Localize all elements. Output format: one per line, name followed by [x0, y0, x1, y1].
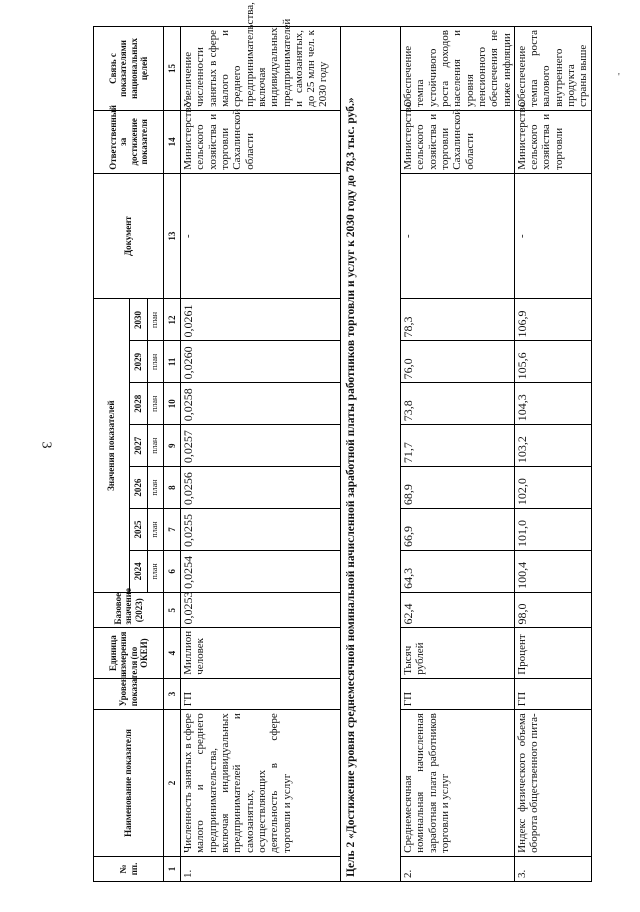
header-plan: план	[148, 299, 164, 341]
page-number: 3	[38, 441, 54, 449]
header-plan: план	[148, 383, 164, 425]
indicator-name: Индекс физического объема оборота общественного пита-	[514, 710, 591, 857]
document-cell: -	[181, 173, 341, 299]
header-year: 2026	[130, 467, 148, 509]
header-year: 2024	[130, 550, 148, 592]
column-number: 14	[164, 110, 181, 173]
header-year: 2028	[130, 383, 148, 425]
header-n: № пп.	[94, 856, 164, 881]
header-name: Наименование показателя	[94, 710, 164, 857]
plan-value: 78,3	[401, 299, 515, 341]
base-value: 62,4	[401, 592, 515, 628]
base-value: 0,0253	[181, 592, 341, 628]
document-cell: -	[401, 173, 515, 299]
scan-mark: '	[618, 72, 620, 83]
row-number: 2.	[401, 856, 515, 881]
plan-value: 71,7	[401, 425, 515, 467]
header-document: Документ	[94, 173, 164, 299]
plan-value: 104,3	[514, 383, 591, 425]
plan-value: 76,0	[401, 341, 515, 383]
header-plan: план	[148, 467, 164, 509]
responsible-cell: Министерство сельского хозяйства и торговли Сахалинской области	[401, 110, 515, 173]
header-plan: план	[148, 341, 164, 383]
row-number: 1.	[181, 856, 341, 881]
header-year: 2030	[130, 299, 148, 341]
plan-value: 105,6	[514, 341, 591, 383]
document-cell: -	[514, 173, 591, 299]
header-unit: Единица измерения (по ОКЕИ)	[94, 628, 164, 678]
national-goal-link: Увеличение численности занятых в сфере малого и среднего предпринимательства, включая индивидуальных предпринимателей и самозанятых, до 25 млн чел. к 2030 году	[181, 27, 341, 111]
indicator-name: Численность занятых в сфере малого и среднего предпринимательства, включая индивидуальных предпринимателей и самозанятых, осуществляющих деятельность в сфере торговли и услуг	[181, 710, 341, 857]
column-number: 12	[164, 299, 181, 341]
indicator-level: ГП	[514, 678, 591, 709]
column-number: 1	[164, 856, 181, 881]
row-number: 3.	[514, 856, 591, 881]
header-plan: план	[148, 550, 164, 592]
column-number: 5	[164, 592, 181, 628]
table-row	[181, 27, 341, 882]
column-numbers-row	[164, 27, 181, 882]
column-number: 3	[164, 678, 181, 709]
plan-value: 106,9	[514, 299, 591, 341]
column-number: 2	[164, 710, 181, 857]
indicator-unit: Миллион человек	[181, 628, 341, 678]
header-base: Базовое значение (2023)	[94, 592, 164, 628]
plan-value: 0,0254	[181, 550, 341, 592]
plan-value: 64,3	[401, 550, 515, 592]
plan-value: 0,0261	[181, 299, 341, 341]
header-plan: план	[148, 425, 164, 467]
plan-value: 0,0256	[181, 467, 341, 509]
header-year: 2027	[130, 425, 148, 467]
table-row	[401, 27, 515, 882]
column-number: 4	[164, 628, 181, 678]
plan-value: 0,0258	[181, 383, 341, 425]
responsible-cell: Министерство сельского хозяйства и торговли Сахалинской области	[181, 110, 341, 173]
indicator-unit: Процент	[514, 628, 591, 678]
indicator-level: ГП	[181, 678, 341, 709]
base-value: 98,0	[514, 592, 591, 628]
goal-row	[341, 27, 401, 882]
plan-value: 0,0255	[181, 509, 341, 551]
plan-value: 0,0260	[181, 341, 341, 383]
rotated-table-container	[93, 2, 613, 882]
plan-value: 73,8	[401, 383, 515, 425]
national-goal-link: Обеспечение темпа устойчивого роста доходов населения и уровня пенсионного обеспечения не ниже инфляции	[401, 27, 515, 111]
header-level: Уровень показателя	[94, 678, 164, 709]
header-plan: план	[148, 509, 164, 551]
plan-value: 101,0	[514, 509, 591, 551]
header-year: 2025	[130, 509, 148, 551]
column-number: 9	[164, 425, 181, 467]
column-number: 7	[164, 509, 181, 551]
column-number: 6	[164, 550, 181, 592]
plan-value: 0,0257	[181, 425, 341, 467]
plan-value: 68,9	[401, 467, 515, 509]
indicator-level: ГП	[401, 678, 515, 709]
national-goal-link: Обеспечение темпа роста валового внутреннего продукта страны выше	[514, 27, 591, 111]
header-values-group: Значения показателей	[94, 299, 130, 592]
indicator-name: Среднемесячная номинальная начисленная заработная плата работников торговли и услуг	[401, 710, 515, 857]
plan-value: 102,0	[514, 467, 591, 509]
header-link: Связь с показателями национальных целей	[94, 27, 164, 111]
column-number: 15	[164, 27, 181, 111]
column-number: 8	[164, 467, 181, 509]
header-year: 2029	[130, 341, 148, 383]
plan-value: 66,9	[401, 509, 515, 551]
indicator-unit: Тысяч рублей	[401, 628, 515, 678]
indicators-table	[93, 2, 592, 882]
column-number: 13	[164, 173, 181, 299]
responsible-cell: Министерство сельского хозяйства и торговли	[514, 110, 591, 173]
goal-heading: Цель 2 «Достижение уровня среднемесячной номинальной начисленной заработной платы работников торговли и услуг к 2030 году до 78,3 тыс. руб.»	[341, 27, 401, 882]
plan-value: 100,4	[514, 550, 591, 592]
header-responsible: Ответственный за достижение показателя	[94, 110, 164, 173]
column-number: 11	[164, 341, 181, 383]
column-number: 10	[164, 383, 181, 425]
plan-value: 103,2	[514, 425, 591, 467]
table-row	[514, 27, 591, 882]
